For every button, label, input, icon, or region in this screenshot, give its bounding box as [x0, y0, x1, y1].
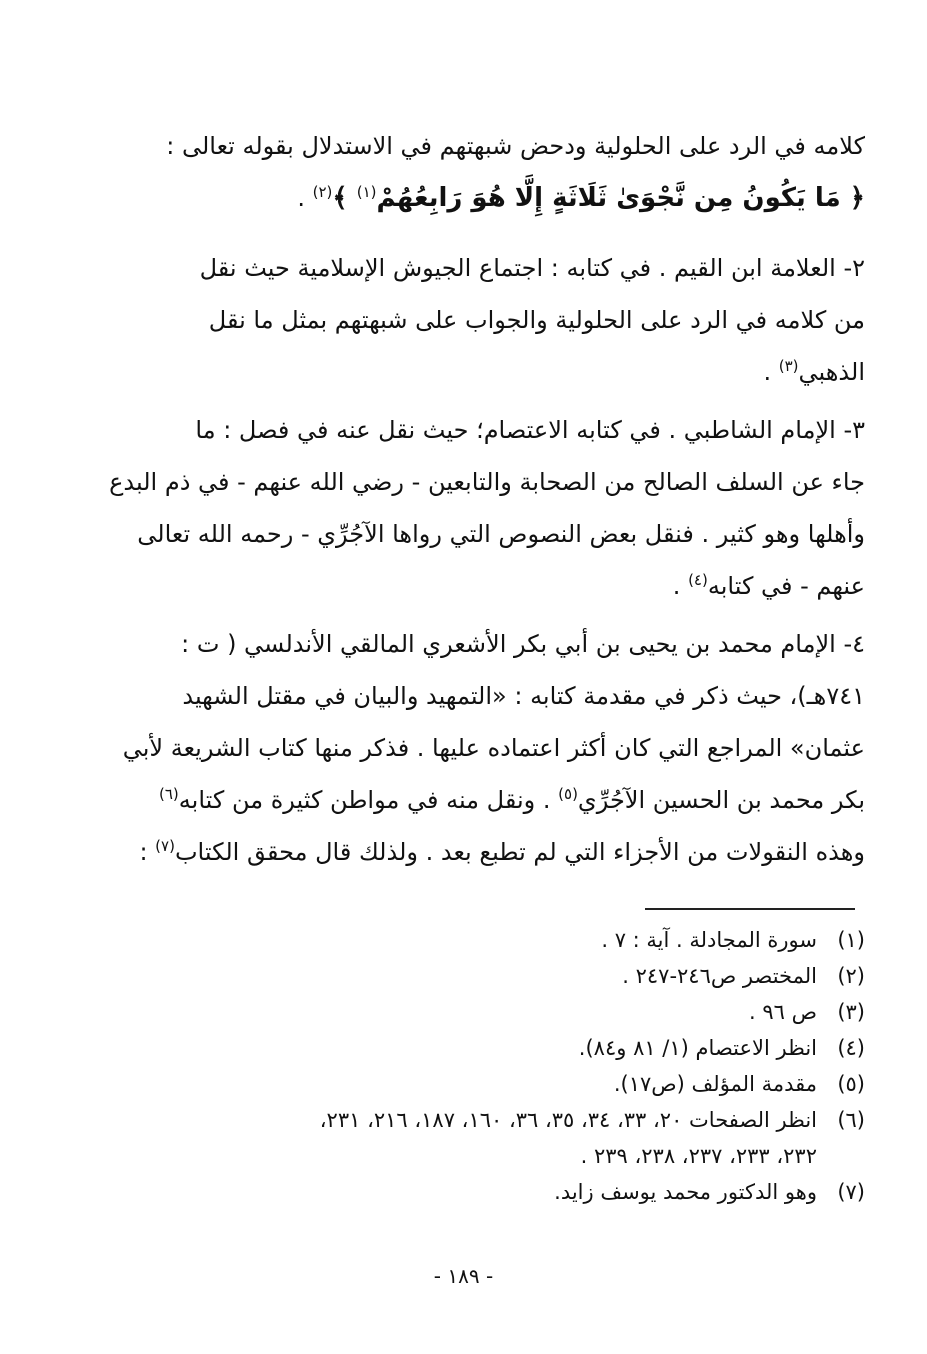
footnote-text: ص ٩٦ .	[749, 1000, 817, 1024]
footnote-number: (٧)	[837, 1180, 865, 1204]
text-line	[62, 456, 865, 508]
quran-verse-line	[62, 172, 865, 224]
paragraph-ibn-al-qayyim	[62, 242, 865, 398]
footnote-text: مقدمة المؤلف (ص١٧).	[613, 1072, 817, 1096]
text-line	[62, 242, 865, 294]
footnote-item	[60, 994, 865, 1030]
footnote-item	[60, 922, 865, 958]
footnote-marker-5: (٥)	[558, 785, 578, 803]
text-line	[62, 560, 865, 612]
text-line	[62, 826, 865, 878]
line-text: جاء عن السلف الصالح من الصحابة والتابعين - رضي الله عنهم - في ذم البدع	[109, 468, 865, 496]
text-line	[62, 294, 865, 346]
footnote-item	[60, 1102, 865, 1174]
footnote-text: وهو الدكتور محمد يوسف زايد.	[554, 1180, 817, 1204]
footnote-number: (١)	[837, 928, 865, 952]
footnote-marker-6: (٦)	[159, 785, 179, 803]
footnote-number: (٥)	[837, 1072, 865, 1096]
line-text: ٤- الإمام محمد بن يحيى بن أبي بكر الأشعري المالقي الأندلسي ( ت :	[181, 630, 865, 658]
paragraph-al-shatibi	[62, 404, 865, 612]
text-line	[62, 774, 865, 826]
footnote-item	[60, 1066, 865, 1102]
text-line	[62, 508, 865, 560]
line-end: .	[297, 184, 313, 212]
footnote-text-continuation: ٢٣٢، ٢٣٣، ٢٣٧، ٢٣٨، ٢٣٩ .	[580, 1144, 817, 1168]
page-number: - ١٨٩ -	[433, 1264, 494, 1288]
text-line	[62, 346, 865, 398]
paragraph-quran-citation	[62, 120, 865, 224]
quran-verse: ﴿ مَا يَكُونُ مِن نَّجْوَىٰ ثَلَاثَةٍ إِلَّا هُوَ رَابِعُهُمْ	[376, 183, 865, 213]
footnote-marker-3: (٣)	[778, 357, 799, 375]
text-line	[62, 404, 865, 456]
footnote-item	[60, 1174, 865, 1210]
footnotes	[60, 922, 865, 1210]
line-text: الذهبي	[798, 358, 865, 386]
footnote-marker-2: (٢)	[312, 183, 333, 201]
footnote-number: (٤)	[837, 1036, 865, 1060]
footnote-divider	[645, 908, 855, 910]
footnote-text: انظر الاعتصام (١/ ٨١ و٨٤).	[578, 1036, 817, 1060]
footnote-text: المختصر ص٢٤٦-٢٤٧ .	[622, 964, 817, 988]
footnote-text: سورة المجادلة . آية : ٧ .	[601, 928, 817, 952]
text-line	[62, 670, 865, 722]
line-text: عثمان» المراجع التي كان أكثر اعتماده عليها . فذكر منها كتاب الشريعة لأبي	[122, 734, 865, 762]
line-text: عنهم - في كتابه	[707, 572, 865, 600]
text-line	[62, 618, 865, 670]
line-end: .	[672, 572, 689, 600]
quran-closing-bracket: ﴾	[332, 183, 357, 213]
line-text: بكر محمد بن الحسين الآجُرِّي	[577, 786, 865, 814]
text-line	[62, 120, 865, 172]
footnote-item	[60, 1030, 865, 1066]
text-line	[62, 722, 865, 774]
footnote-item	[60, 958, 865, 994]
footnote-marker-4: (٤)	[688, 571, 708, 589]
footnote-marker-1: (١)	[356, 183, 377, 201]
line-text: من كلامه في الرد على الحلولية والجواب على شبهتهم بمثل ما نقل	[208, 306, 865, 334]
line-text: كلامه في الرد على الحلولية ودحض شبهتهم في الاستدلال بقوله تعالى :	[166, 132, 865, 160]
line-text: ٧٤١هـ)، حيث ذكر في مقدمة كتابه : «التمهيد والبيان في مقتل الشهيد	[182, 682, 865, 710]
line-middle: . ونقل منه في مواطن كثيرة من كتابه	[178, 786, 559, 814]
line-text: ٣- الإمام الشاطبي . في كتابه الاعتصام؛ حيث نقل عنه في فصل : ما	[195, 416, 865, 444]
line-text: ٢- العلامة ابن القيم . في كتابه : اجتماع الجيوش الإسلامية حيث نقل	[199, 254, 865, 282]
footnote-text-line: انظر الصفحات ٢٠، ٣٣، ٣٤، ٣٥، ٣٦، ١٦٠، ١٨٧، ٢١٦، ٢٣١،	[319, 1108, 817, 1132]
line-text: وهذه النقولات من الأجزاء التي لم تطبع بعد . ولذلك قال محقق الكتاب	[174, 838, 865, 866]
paragraph-al-maliqi	[62, 618, 865, 878]
footnote-text	[60, 1102, 817, 1174]
footnote-number: (٦)	[837, 1108, 865, 1132]
footnote-number: (٢)	[837, 964, 865, 988]
line-text: وأهلها وهو كثير . فنقل بعض النصوص التي رواها الآجُرِّي - رحمه الله تعالى	[137, 520, 865, 548]
footnote-number: (٣)	[837, 1000, 865, 1024]
line-end: .	[763, 358, 779, 386]
line-end: :	[139, 838, 156, 866]
footnote-marker-7: (٧)	[155, 837, 175, 855]
